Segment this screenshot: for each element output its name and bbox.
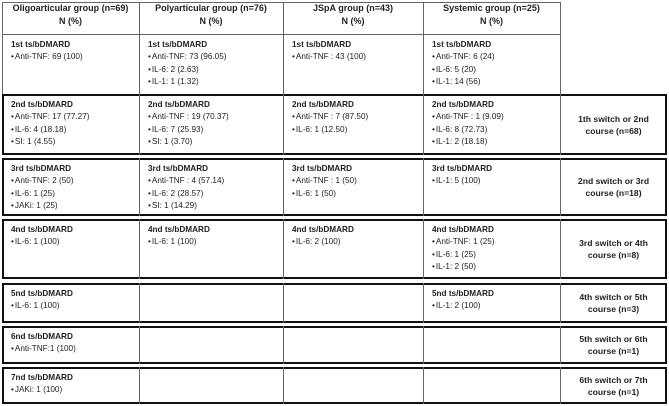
row-divider xyxy=(139,326,140,364)
row-divider xyxy=(139,158,140,216)
cell-item: • Anti-TNF : 43 (100) xyxy=(292,51,366,63)
cell-item: • SI: 1 (14.29) xyxy=(148,200,224,212)
cell-title: 2nd ts/bDMARD xyxy=(432,100,494,109)
cell-item: • Anti-TNF : 1 (50) xyxy=(292,175,357,187)
column-header-title: Oligoarticular group (n=69) xyxy=(12,3,129,13)
table-cell xyxy=(148,39,227,88)
row-label-line: 2nd switch or 3rd xyxy=(577,176,650,186)
row-divider xyxy=(283,326,284,364)
cell-title: 5nd ts/bDMARD xyxy=(11,289,73,298)
row-divider xyxy=(560,34,561,94)
cell-title: 3rd ts/bDMARD xyxy=(11,164,72,173)
table-cell xyxy=(11,39,83,64)
row-divider xyxy=(139,94,140,155)
table-cell xyxy=(11,163,74,212)
table-cell xyxy=(11,288,73,313)
column-header-title: Polyarticular group (n=76) xyxy=(155,3,267,13)
cell-title: 7nd ts/bDMARD xyxy=(11,373,73,382)
cell-title: 3rd ts/bDMARD xyxy=(148,164,209,173)
cell-title: 3rd ts/bDMARD xyxy=(432,164,493,173)
cell-item: • IL-6: 2 (28.57) xyxy=(148,188,224,200)
row-divider xyxy=(139,283,140,323)
cell-item: • IL-6: 1 (50) xyxy=(292,188,357,200)
row-divider xyxy=(139,34,140,94)
row-divider xyxy=(423,283,424,323)
cell-item: • IL-6: 8 (72.73) xyxy=(432,124,504,136)
cell-item: • IL-6: 4 (18.18) xyxy=(11,124,90,136)
table-cell xyxy=(432,224,495,273)
row-divider xyxy=(283,219,284,279)
cell-title: 4nd ts/bDMARD xyxy=(148,225,210,234)
cell-item: • Anti-TNF: 69 (100) xyxy=(11,51,83,63)
cell-item: • Anti-TNF: 73 (96.05) xyxy=(148,51,227,63)
column-header-unit: N (%) xyxy=(59,16,82,26)
cell-item: • Anti-TNF: 1 (25) xyxy=(432,236,495,248)
cell-title: 5nd ts/bDMARD xyxy=(432,289,494,298)
row-divider xyxy=(423,34,424,94)
table-cell xyxy=(148,99,229,148)
column-header-title: JSpA group (n=43) xyxy=(313,3,393,13)
table-cell xyxy=(432,288,494,313)
table-cell xyxy=(292,39,366,64)
cell-item: • Anti-TNF: 17 (77.27) xyxy=(11,111,90,123)
cell-item: • IL-6: 2 (100) xyxy=(292,236,354,248)
cell-title: 6nd ts/bDMARD xyxy=(11,332,73,341)
cell-item: • Anti-TNF : 4 (57.14) xyxy=(148,175,224,187)
column-header xyxy=(2,2,139,28)
column-header-unit: N (%) xyxy=(199,16,223,26)
cell-item: • IL-1: 1 (1.32) xyxy=(148,76,227,88)
cell-item: • IL-6: 1 (100) xyxy=(148,236,210,248)
cell-item: • IL-1: 5 (100) xyxy=(432,175,492,187)
cell-title: 2nd ts/bDMARD xyxy=(11,100,73,109)
row-divider xyxy=(283,283,284,323)
table-cell xyxy=(432,163,492,188)
cell-item: • IL-1: 2 (18.18) xyxy=(432,136,504,148)
row-label-line: course (n=18) xyxy=(585,188,642,198)
row-label-line: course (n=8) xyxy=(587,250,640,260)
row-label-line: course (n=3) xyxy=(587,304,640,314)
cell-item: • IL-6: 1 (25) xyxy=(11,188,74,200)
cell-title: 3rd ts/bDMARD xyxy=(292,164,353,173)
column-header-unit: N (%) xyxy=(480,16,503,26)
header-divider xyxy=(560,2,561,34)
column-header-unit: N (%) xyxy=(341,16,365,26)
table-cell xyxy=(148,224,210,249)
cell-item: • IL-6: 1 (100) xyxy=(11,300,73,312)
table-cell xyxy=(148,163,224,212)
cell-item: • IL-6: 1 (12.50) xyxy=(292,124,368,136)
table-cell xyxy=(11,99,90,148)
cell-item: • Anti-TNF:1 (100) xyxy=(11,343,76,355)
header-bottom-rule xyxy=(2,34,560,35)
row-label-line: 1th switch or 2nd xyxy=(578,114,649,124)
row-label-line: 3rd switch or 4th xyxy=(579,238,648,248)
cell-title: 4nd ts/bDMARD xyxy=(292,225,354,234)
cell-title: 4nd ts/bDMARD xyxy=(11,225,73,234)
row-label xyxy=(560,175,667,199)
row-divider xyxy=(423,219,424,279)
row-divider xyxy=(283,34,284,94)
cell-title: 2nd ts/bDMARD xyxy=(292,100,354,109)
cell-item: • Anti-TNF : 7 (87.50) xyxy=(292,111,368,123)
cell-title: 4nd ts/bDMARD xyxy=(432,225,494,234)
row-label-line: course (n=1) xyxy=(587,387,640,397)
cell-item: • Anti-TNF : 19 (70.37) xyxy=(148,111,229,123)
cell-title: 1st ts/bDMARD xyxy=(148,40,208,49)
cell-item: • IL-6: 5 (20) xyxy=(432,64,495,76)
cell-item: • JAKi: 1 (25) xyxy=(11,200,74,212)
table-cell xyxy=(11,331,76,356)
cell-item: • Anti-TNF: 6 (24) xyxy=(432,51,495,63)
cell-item: • IL-1: 2 (100) xyxy=(432,300,494,312)
row-divider xyxy=(139,219,140,279)
row-label-line: 4th switch or 5th xyxy=(579,292,648,302)
cell-item: • Anti-TNF : 1 (9.09) xyxy=(432,111,504,123)
table-cell xyxy=(11,372,73,397)
cell-title: 1st ts/bDMARD xyxy=(432,40,492,49)
table-cell xyxy=(432,39,495,88)
row-divider xyxy=(139,367,140,404)
row-label xyxy=(560,113,667,137)
cell-item: • JAKi: 1 (100) xyxy=(11,384,73,396)
table-cell xyxy=(11,224,73,249)
column-header-title: Systemic group (n=25) xyxy=(443,3,540,13)
row-divider xyxy=(423,367,424,404)
column-header xyxy=(283,2,423,28)
cell-item: • IL-6: 1 (100) xyxy=(11,236,73,248)
row-divider xyxy=(2,34,3,94)
row-label-line: 6th switch or 7th xyxy=(579,375,648,385)
row-label xyxy=(560,291,667,315)
row-label xyxy=(560,237,667,261)
cell-item: • Anti-TNF: 2 (50) xyxy=(11,175,74,187)
cell-title: 1st ts/bDMARD xyxy=(11,40,71,49)
cell-item: • IL-1: 14 (56) xyxy=(432,76,495,88)
cell-item: • SI: 1 (4.55) xyxy=(11,136,90,148)
row-divider xyxy=(423,158,424,216)
cell-item: • IL-1: 2 (50) xyxy=(432,261,495,273)
row-label xyxy=(560,333,667,357)
row-divider xyxy=(283,367,284,404)
cell-title: 2nd ts/bDMARD xyxy=(148,100,210,109)
cell-item: • SI: 1 (3.70) xyxy=(148,136,229,148)
row-label xyxy=(560,374,667,398)
row-divider xyxy=(423,326,424,364)
row-label-line: course (n=68) xyxy=(585,126,642,136)
cell-item: • IL-6: 7 (25.93) xyxy=(148,124,229,136)
row-divider xyxy=(423,94,424,155)
row-label-line: 5th switch or 6th xyxy=(579,334,648,344)
table-cell xyxy=(432,99,504,148)
column-header xyxy=(139,2,283,28)
column-header xyxy=(423,2,560,28)
table-cell xyxy=(292,163,357,200)
cell-title: 1st ts/bDMARD xyxy=(292,40,352,49)
row-label-line: course (n=1) xyxy=(587,346,640,356)
cell-item: • IL-6: 1 (25) xyxy=(432,249,495,261)
cell-item: • IL-6: 2 (2.63) xyxy=(148,64,227,76)
table-cell xyxy=(292,224,354,249)
row-divider xyxy=(283,94,284,155)
row-divider xyxy=(283,158,284,216)
table-cell xyxy=(292,99,368,136)
